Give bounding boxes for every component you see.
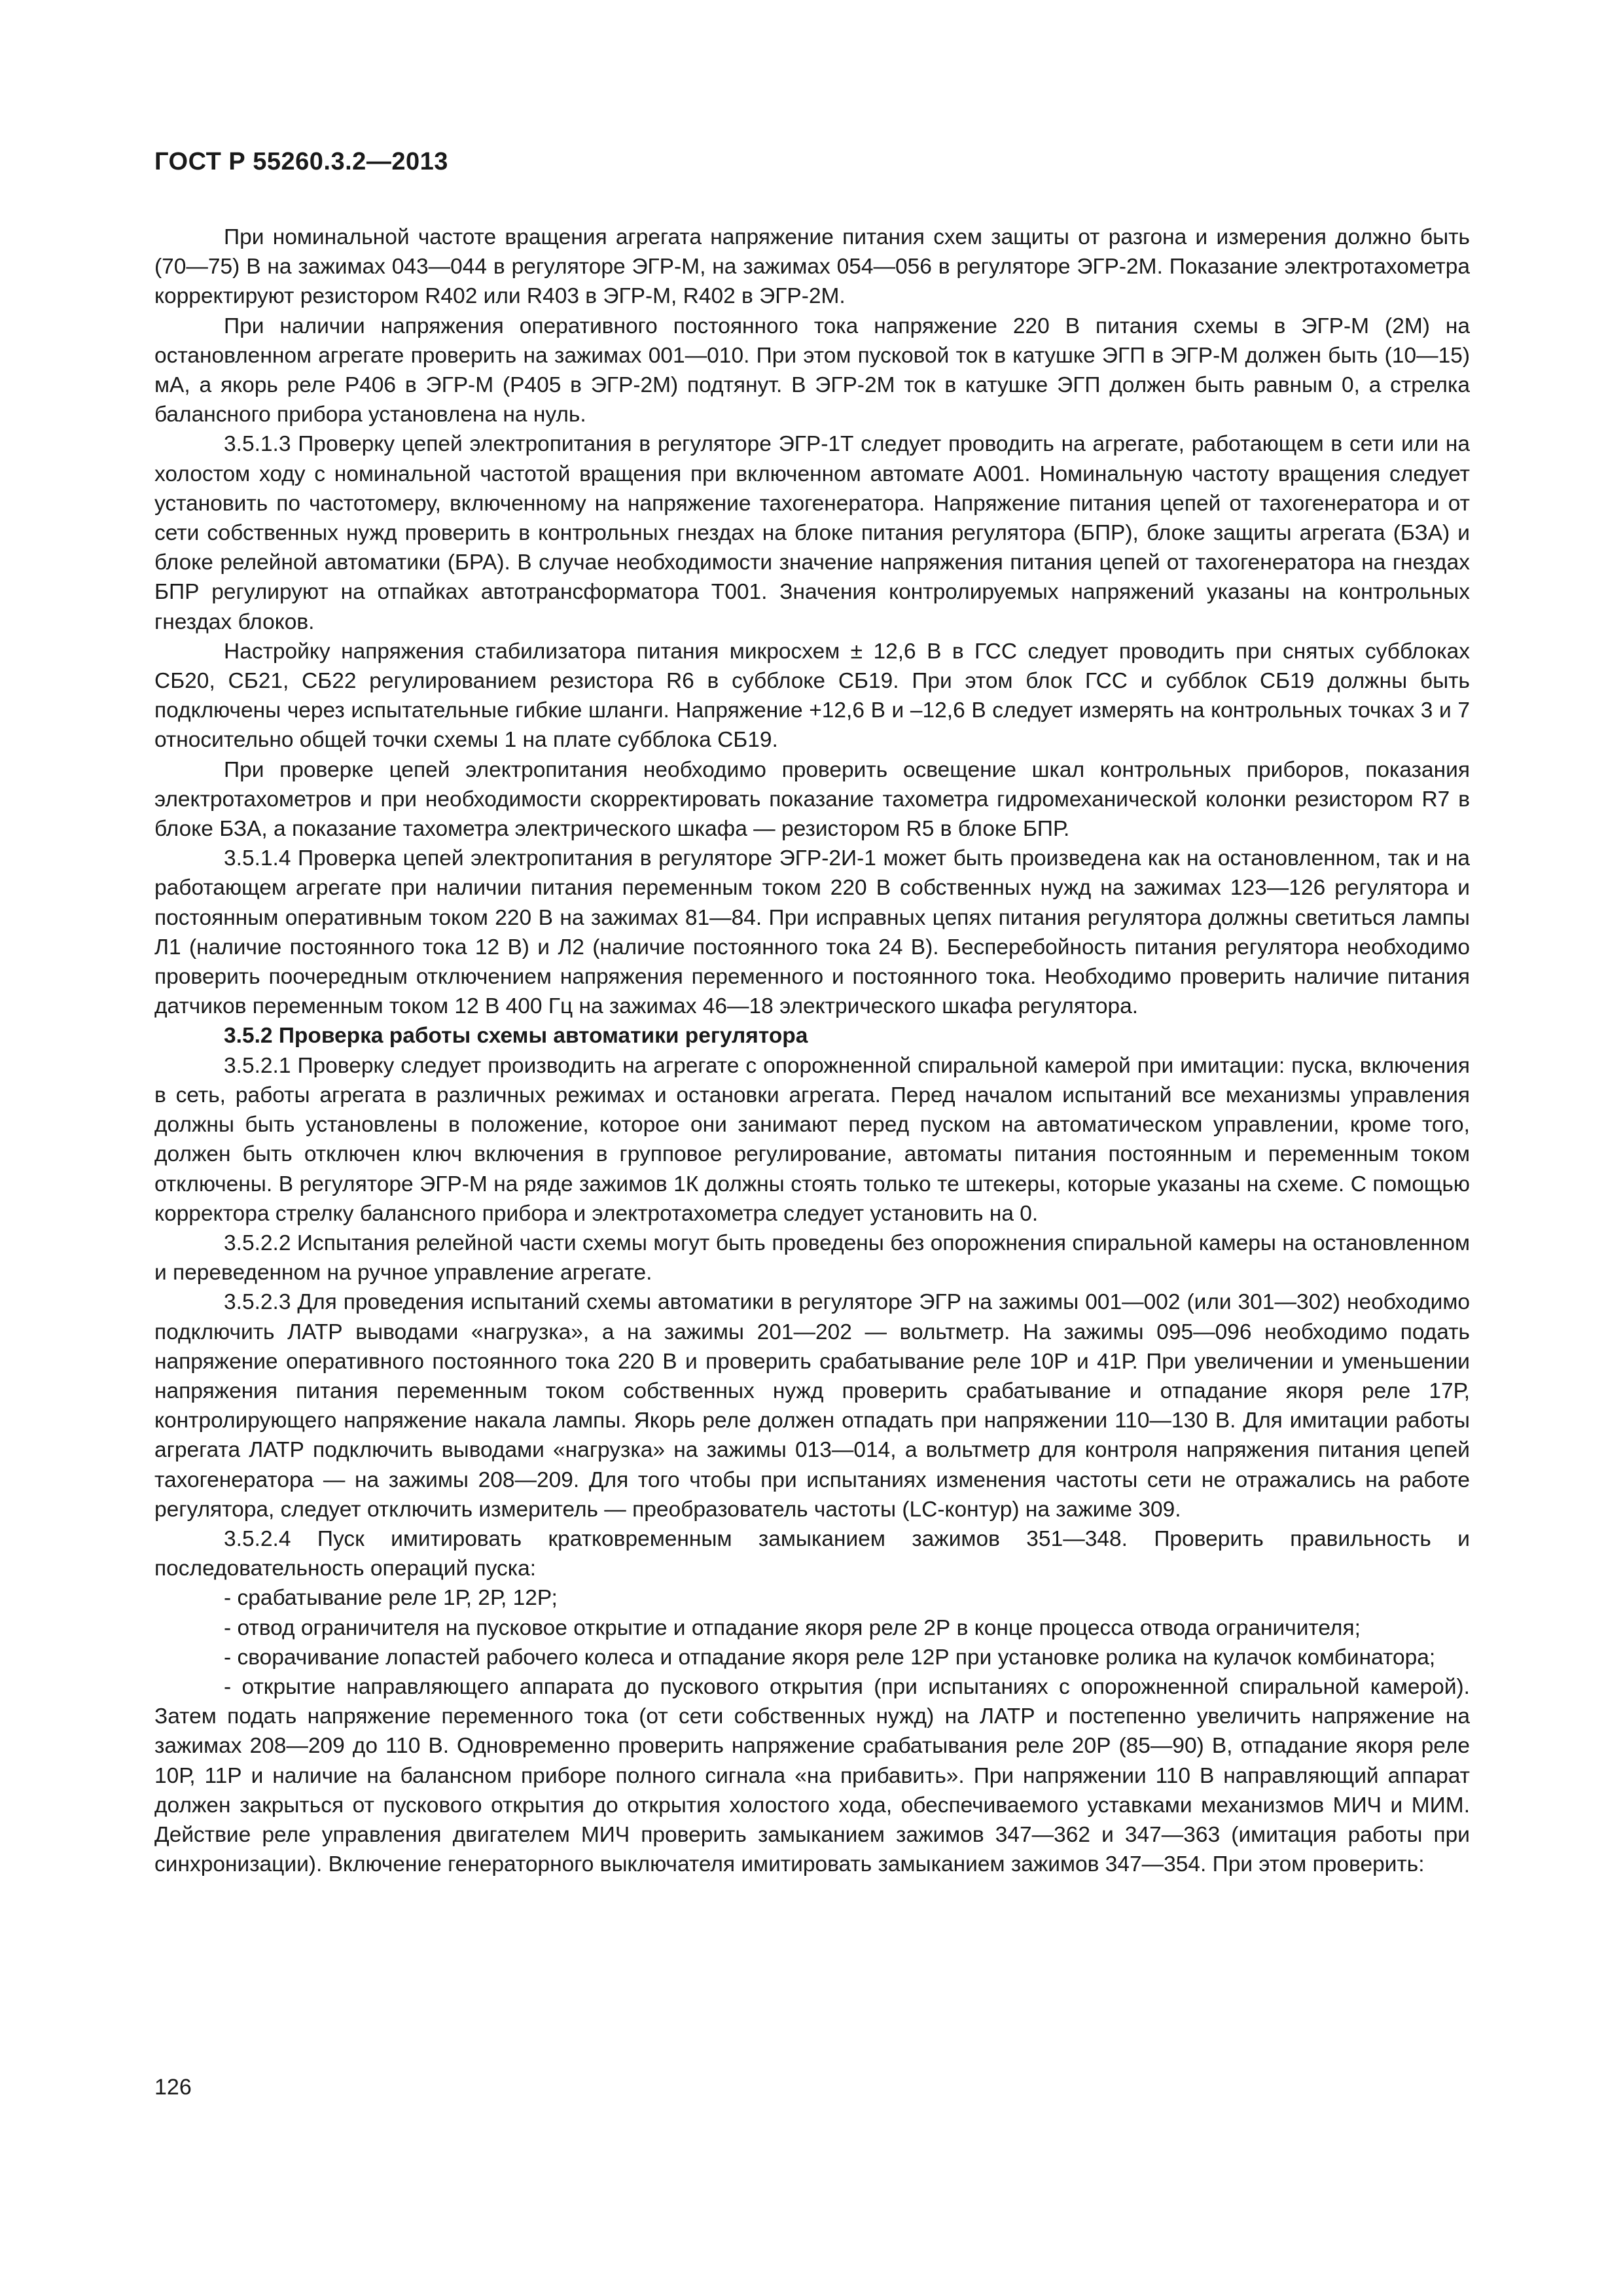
paragraph: При наличии напряжения оперативного постоянного тока напряжение 220 В питания схемы в ЭГР-М (2М) на остановленном агрегате проверить на зажимах 001—010. При этом пусковой ток в катушке ЭГП в ЭГР-М должен быть (10—15) мА, а якорь реле Р406 в ЭГР-М (Р405 в ЭГР-2М) подтянут. В ЭГР-2М ток в катушке ЭГП должен быть равным 0, а стрелка балансного прибора установлена на нуль. xyxy=(154,314,1470,427)
page-header: ГОСТ Р 55260.3.2—2013 xyxy=(154,148,448,175)
paragraph: - отвод ограничителя на пусковое открытие и отпадание якоря реле 2Р в конце процесса отвода ограничителя; xyxy=(224,1615,1361,1640)
paragraph: 3.5.2.2 Испытания релейной части схемы могут быть проведены без опорожнения спиральной камеры на остановленном и переведенном на ручное управление агрегате. xyxy=(154,1230,1470,1285)
page-number: 126 xyxy=(154,2075,192,2100)
paragraph: - срабатывание реле 1Р, 2Р, 12Р; xyxy=(224,1586,558,1611)
paragraph: 3.5.2.3 Для проведения испытаний схемы автоматики в регуляторе ЭГР на зажимы 001—002 (или 301—302) необходимо подключить ЛАТР выводами «нагрузка», а на зажимы 201—202 — вольтметр. На зажимы 095—096 необходимо подать напряжение оперативного постоянного тока 220 В и проверить срабатывание реле 10Р и 41Р. При увеличении и уменьшении напряжения питания переменным током собственных нужд проверить срабатывание и отпадание якоря реле 17Р, контролирующего напряжение накала лампы. Якорь реле должен отпадать при напряжении 110—130 В. Для имитации работы агрегата ЛАТР подключить выводами «нагрузка» на зажимы 013—014, а вольтметр для контроля напряжения питания цепей тахогенератора — на зажимы 208—209. Для того чтобы при испытаниях изменения частоты сети не отражались на работе регулятора, следует отключить измеритель — преобразователь частоты (LC-контур) на зажиме 309. xyxy=(154,1290,1470,1522)
paragraph: При проверке цепей электропитания необходимо проверить освещение шкал контрольных приборов, показания электротахометров и при необходимости скорректировать показание тахометра гидромеханической колонки резистором R7 в блоке БЗА, а показание тахометра электрического шкафа — резистором R5 в блоке БПР. xyxy=(154,757,1470,842)
document-body xyxy=(154,223,1470,1879)
paragraph: При номинальной частоте вращения агрегата напряжение питания схем защиты от разгона и измерения должно быть (70—75) В на зажимах 043—044 в регуляторе ЭГР-М, на зажимах 054—056 в регуляторе ЭГР-2М. Показание электротахометра корректируют резистором R402 или R403 в ЭГР-М, R402 в ЭГР-2М. xyxy=(154,225,1470,309)
paragraph: Настройку напряжения стабилизатора питания микросхем ± 12,6 В в ГСС следует проводить при снятых субблоках СБ20, СБ21, СБ22 регулированием резистора R6 в субблоке СБ19. При этом блок ГСС и субблок СБ19 должны быть подключены через испытательные гибкие шланги. Напряжение +12,6 В и –12,6 В следует измерять на контрольных точках 3 и 7 относительно общей точки схемы 1 на плате субблока СБ19. xyxy=(154,639,1470,753)
paragraph: - открытие направляющего аппарата до пускового открытия (при испытаниях с опорожненной спиральной камерой). Затем подать напряжение переменного тока (от сети собственных нужд) на ЛАТР и постепенно увеличить напряжение на зажимах 208—209 до 110 В. Одновременно проверить напряжение срабатывания реле 20Р (85—90) В, отпадание якоря реле 10Р, 11Р и наличие на балансном приборе полного сигнала «на прибавить». При напряжении 110 В направляющий аппарат должен закрыться от пускового открытия до открытия холостого хода, обеспечиваемого уставками механизмов МИЧ и МИМ. Действие реле управления двигателем МИЧ проверить замыканием зажимов 347—362 и 347—363 (имитация работы при синхронизации). Включение генераторного выключателя имитировать замыканием зажимов 347—354. При этом проверить: xyxy=(154,1674,1470,1877)
paragraph: 3.5.2.1 Проверку следует производить на агрегате с опорожненной спиральной камерой при имитации: пуска, включения в сеть, работы агрегата в различных режимах и остановки агрегата. Перед началом испытаний все механизмы управления должны быть установлены в положение, которое они занимают перед пуском на автоматическом управлении, кроме того, должен быть отключен ключ включения в групповое регулирование, автоматы питания постоянным и переменным током отключены. В регуляторе ЭГР-М на ряде зажимов 1К должны стоять только те штекеры, которые указаны на схеме. С помощью корректора стрелку балансного прибора и электротахометра следует установить на 0. xyxy=(154,1053,1470,1226)
paragraph: - сворачивание лопастей рабочего колеса и отпадание якоря реле 12Р при установке ролика на кулачок комбинатора; xyxy=(224,1645,1436,1670)
paragraph: 3.5.1.3 Проверку цепей электропитания в регуляторе ЭГР-1Т следует проводить на агрегате, работающем в сети или на холостом ходу с номинальной частотой вращения при включенном автомате А001. Номинальную частоту вращения следует установить по частотомеру, включенному на напряжение тахогенератора. Напряжение питания цепей от тахогенератора и от сети собственных нужд проверить в контрольных гнездах на блоке питания регулятора (БПР), блоке защиты агрегата (БЗА) и блоке релейной автоматики (БРА). В случае необходимости значение напряжения питания цепей от тахогенератора на гнездах БПР регулируют на отпайках автотрансформатора Т001. Значения контролируемых напряжений указаны на контрольных гнездах блоков. xyxy=(154,432,1470,634)
paragraph: 3.5.1.4 Проверка цепей электропитания в регуляторе ЭГР-2И-1 может быть произведена как на остановленном, так и на работающем агрегате при наличии питания переменным током 220 В собственных нужд на зажимах 123—126 регулятора и постоянным оперативным током 220 В на зажимах 81—84. При исправных цепях питания регулятора должны светиться лампы Л1 (наличие постоянного тока 12 В) и Л2 (наличие постоянного тока 24 В). Бесперебойность питания регулятора необходимо проверить поочередным отключением напряжения переменного и постоянного тока. Необходимо проверить наличие питания датчиков переменным током 12 В 400 Гц на зажимах 46—18 электрического шкафа регулятора. xyxy=(154,846,1470,1019)
paragraph: 3.5.2.4 Пуск имитировать кратковременным замыканием зажимов 351—348. Проверить правильность и последовательность операций пуска: xyxy=(154,1526,1470,1581)
section-heading: 3.5.2 Проверка работы схемы автоматики регулятора xyxy=(224,1024,808,1049)
